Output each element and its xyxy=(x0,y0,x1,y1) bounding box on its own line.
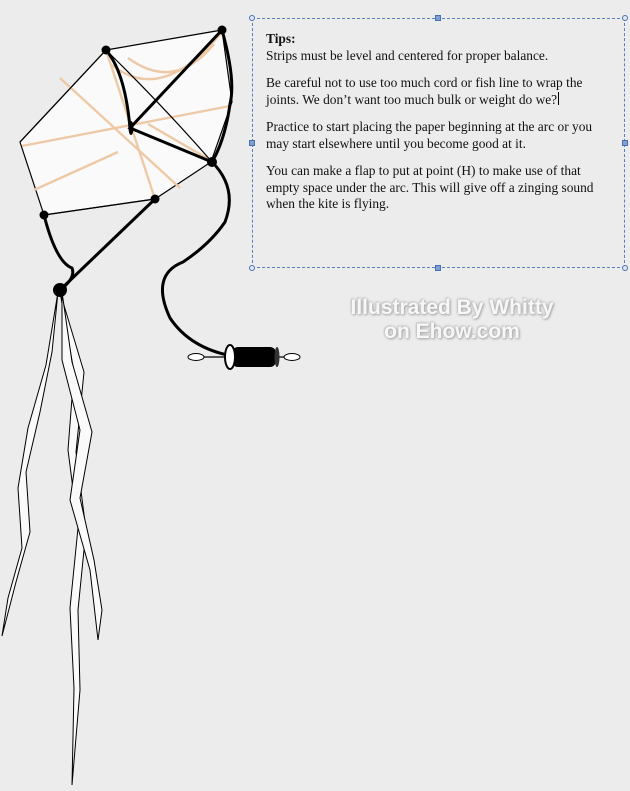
kite-tails xyxy=(2,292,102,785)
watermark-line-2: on Ehow.com xyxy=(384,320,520,343)
resize-handle-left[interactable] xyxy=(249,140,255,146)
resize-handle-bottom-right[interactable] xyxy=(622,265,628,271)
resize-handle-right[interactable] xyxy=(622,140,628,146)
tips-paragraph-3: Practice to start placing the paper beginning at the arc or you may start elsewhere until you become good at it. xyxy=(266,119,593,151)
tips-paragraph-1: Strips must be level and centered for proper balance. xyxy=(266,47,549,63)
tips-title: Tips: xyxy=(266,31,296,46)
tips-paragraph-2: Be careful not to use too much cord or fish line to wrap the joints. We don’t want too much bulk or weight do we? xyxy=(266,75,583,107)
resize-handle-bottom[interactable] xyxy=(435,265,441,271)
tips-text-box[interactable] xyxy=(252,18,625,268)
text-cursor xyxy=(558,92,559,105)
watermark xyxy=(312,296,592,344)
resize-handle-top-right[interactable] xyxy=(622,15,628,21)
resize-handle-top[interactable] xyxy=(435,15,441,21)
tips-paragraph-4: You can make a flap to put at point (H) to make use of that empty space under the arc. This will give off a zinging sound when the kite is flying. xyxy=(266,163,594,211)
resize-handle-top-left[interactable] xyxy=(249,15,255,21)
resize-handle-bottom-left[interactable] xyxy=(249,265,255,271)
watermark-line-1: Illustrated By Whitty xyxy=(350,296,554,319)
kite-center-knot xyxy=(129,121,134,135)
